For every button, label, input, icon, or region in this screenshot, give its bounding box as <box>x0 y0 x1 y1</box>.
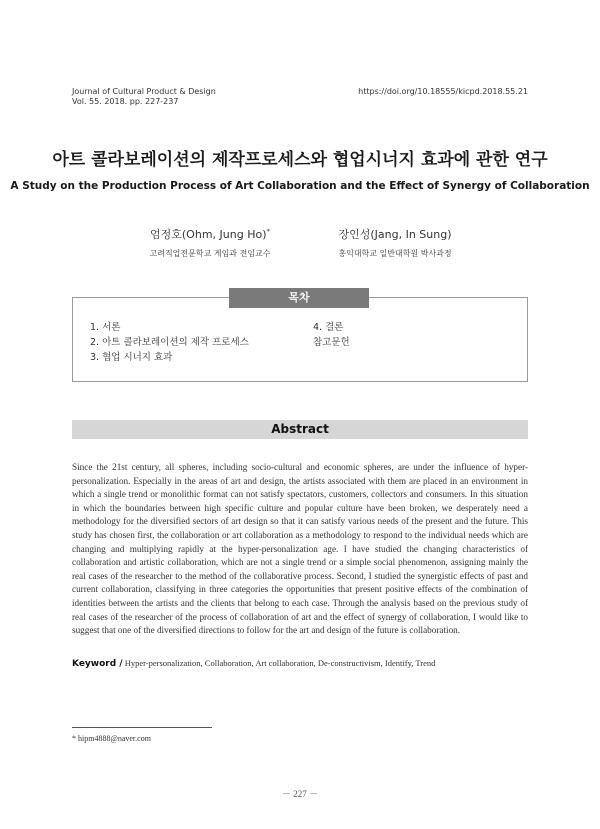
toc-left-column <box>90 320 249 365</box>
keywords-label: Keyword / <box>72 659 123 669</box>
author-1-affiliation: 고려직업전문학교 게임과 전임교수 <box>149 249 271 258</box>
journal-name: Journal of Cultural Product & Design <box>72 87 216 96</box>
title-english: A Study on the Production Process of Art Collaboration and the Effect of Synergy of Collaboration <box>10 180 590 192</box>
abstract-text: Since the 21st century, all spheres, including socio-cultural and economic spheres, are under the influence of hyper-personalization. Especially in the areas of art and design, the artists associated with them are placed in an environment in which a single trend or monolithic format can not satisfy spectators, customers, collectors and consumers. In this situation in which the boundaries between high specific culture and popular culture have been broken, we desperately need a methodology for the diversified sectors of art design so that it can satisfy various needs of the present and the future. This study has chosen first, the collaboration or art collaboration as a methodology to respond to the individual needs which are changing and multiplying rapidly at the hyper-personalization age. I have studied the changing characteristics of collaboration and artistic collaboration, which are not a single trend or a simple social phenomenon, assigning mainly the real cases of the researcher to the method of the collaborative process. Second, I studied the synergistic effects of past and current collaboration, classifying in three categories the opportunities that present positive effects of the combination of identities between the artists and the clients that belong to each case. Through the analysis based on the previous study of real cases of the researcher of the process of collaboration of art and the effect of synergy of collaboration, I would like to suggest that one of the diversified directions to follow for the art and design of the future is collaboration. <box>72 462 528 636</box>
abstract-heading: Abstract <box>72 420 528 439</box>
toc-item: 3. 협업 시너지 효과 <box>90 352 173 363</box>
toc-item: 2. 아트 콜라보레이션의 제작 프로세스 <box>90 337 249 348</box>
title-korean: 아트 콜라보레이션의 제작프로세스와 협업시너지 효과에 관한 연구 <box>52 150 548 170</box>
keywords <box>72 658 528 669</box>
author-2-name: 장인성(Jang, In Sung) <box>338 228 452 241</box>
volume-info: Vol. 55. 2018. pp. 227-237 <box>72 97 179 106</box>
page-number: － 227 － <box>281 789 318 799</box>
footnote-email: hipm4888@naver.com <box>78 734 151 743</box>
toc-item: 참고문헌 <box>313 337 350 348</box>
toc-item: 4. 결론 <box>313 322 344 333</box>
toc-item: 1. 서론 <box>90 322 121 333</box>
author-2-affiliation: 홍익대학교 일반대학원 박사과정 <box>338 249 452 258</box>
toc-right-column <box>313 320 350 350</box>
toc-heading: 목차 <box>229 288 369 308</box>
author-1-name: 엄정호(Ohm, Jung Ho)* <box>150 227 270 241</box>
doi-link[interactable]: https://doi.org/10.18555/kicpd.2018.55.21 <box>358 87 528 96</box>
footnote <box>72 734 151 743</box>
footnote-mark: * <box>72 734 76 743</box>
author-2 <box>285 226 505 259</box>
keywords-text: Hyper-personalization, Collaboration, Art collaboration, De-constructivism, Identify, Trend <box>124 658 436 668</box>
footnote-divider <box>72 727 212 728</box>
